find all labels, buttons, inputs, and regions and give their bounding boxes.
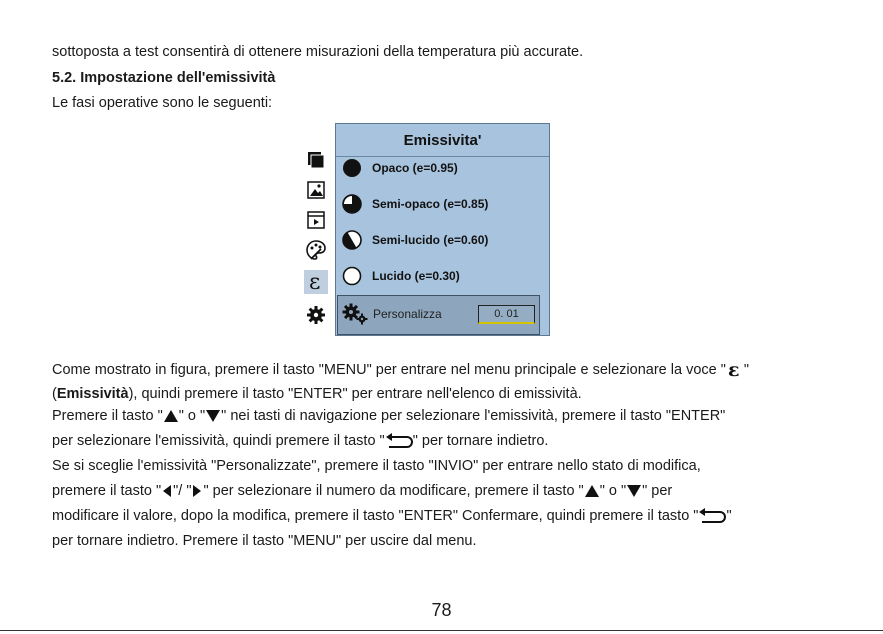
gear-icon[interactable] bbox=[304, 303, 328, 327]
svg-text:ε: ε bbox=[309, 271, 321, 293]
para-line-7 bbox=[52, 508, 732, 524]
text: modificare il valore, dopo la modifica, premere il tasto "ENTER" Confermare, quindi premere il tasto " bbox=[52, 508, 699, 524]
text: "/ " bbox=[173, 483, 192, 499]
epsilon-icon[interactable] bbox=[304, 270, 328, 294]
text: " bbox=[726, 508, 732, 524]
steps-intro: Le fasi operative sono le seguenti: bbox=[52, 95, 273, 111]
option-label: Lucido (e=0.30) bbox=[372, 269, 460, 283]
section-heading: 5.2. Impostazione dell'emissività bbox=[52, 70, 276, 86]
left-triangle-icon bbox=[161, 484, 173, 498]
text: Premere il tasto " bbox=[52, 408, 163, 424]
emissivity-menu-figure bbox=[300, 123, 550, 336]
custom-label: Personalizza bbox=[373, 307, 442, 321]
emissivity-panel bbox=[335, 123, 550, 336]
text: " per selezionare il numero da modificare, premere il tasto " bbox=[203, 483, 584, 499]
empty-circle-icon bbox=[342, 266, 362, 286]
text: ( bbox=[52, 386, 57, 402]
down-triangle-icon bbox=[626, 484, 642, 498]
up-triangle-icon bbox=[163, 409, 179, 423]
palette-icon[interactable] bbox=[304, 238, 328, 262]
option-semi-opaco[interactable] bbox=[342, 192, 488, 216]
option-label: Semi-lucido (e=0.60) bbox=[372, 233, 489, 247]
menu-title: Emissivita' bbox=[336, 124, 549, 157]
text: " nei tasti di navigazione per selezionare l'emissività, premere il tasto "ENTER" bbox=[221, 408, 726, 424]
video-icon[interactable] bbox=[304, 208, 328, 232]
up-triangle-icon bbox=[584, 484, 600, 498]
para-line-1 bbox=[52, 361, 749, 379]
para-line-2 bbox=[52, 386, 582, 402]
half-circle-icon bbox=[342, 230, 362, 250]
emissivity-term: Emissività bbox=[56, 386, 129, 402]
para-line-4 bbox=[52, 433, 548, 449]
option-opaco[interactable] bbox=[342, 156, 458, 180]
epsilon-icon bbox=[726, 361, 744, 379]
back-arrow-icon bbox=[698, 508, 726, 524]
text: per selezionare l'emissività, quindi premere il tasto " bbox=[52, 433, 385, 449]
text: " o " bbox=[599, 483, 627, 499]
text: " o " bbox=[178, 408, 206, 424]
intro-line: sottoposta a test consentirà di ottenere misurazioni della temperatura più accurate. bbox=[52, 44, 584, 60]
text: " per tornare indietro. bbox=[412, 433, 549, 449]
para-line-6 bbox=[52, 483, 672, 499]
image-icon[interactable] bbox=[304, 178, 328, 202]
gears-icon bbox=[342, 303, 370, 325]
text: ), quindi premere il tasto "ENTER" per entrare nell'elenco di emissività. bbox=[128, 386, 582, 402]
back-arrow-icon bbox=[385, 433, 413, 449]
text: " bbox=[743, 361, 750, 378]
footer-rule bbox=[0, 630, 883, 631]
para-line-5: Se si sceglie l'emissività "Personalizzate", premere il tasto "INVIO" per entrare nello stato di modifica, bbox=[52, 458, 701, 474]
option-lucido[interactable] bbox=[342, 264, 460, 288]
text: premere il tasto " bbox=[52, 483, 162, 499]
text: " per bbox=[642, 483, 673, 499]
option-label: Semi-opaco (e=0.85) bbox=[372, 197, 489, 211]
option-label: Opaco (e=0.95) bbox=[372, 161, 458, 175]
custom-value-field[interactable]: 0. 01 bbox=[478, 305, 535, 324]
full-circle-icon bbox=[342, 158, 362, 178]
para-line-8: per tornare indietro. Premere il tasto "MENU" per uscire dal menu. bbox=[52, 533, 477, 549]
svg-text:ε: ε bbox=[727, 361, 740, 379]
right-triangle-icon bbox=[191, 484, 203, 498]
page-number: 78 bbox=[431, 600, 452, 620]
three-quarter-circle-icon bbox=[342, 194, 362, 214]
squares-icon[interactable] bbox=[304, 148, 328, 172]
menu-sidebar bbox=[300, 148, 332, 336]
para-line-3 bbox=[52, 408, 725, 424]
down-triangle-icon bbox=[205, 409, 221, 423]
option-semi-lucido[interactable] bbox=[342, 228, 488, 252]
custom-emissivity-row[interactable] bbox=[337, 295, 540, 335]
text: Come mostrato in figura, premere il tasto "MENU" per entrare nel menu principale e selezionare la voce " bbox=[52, 361, 726, 378]
